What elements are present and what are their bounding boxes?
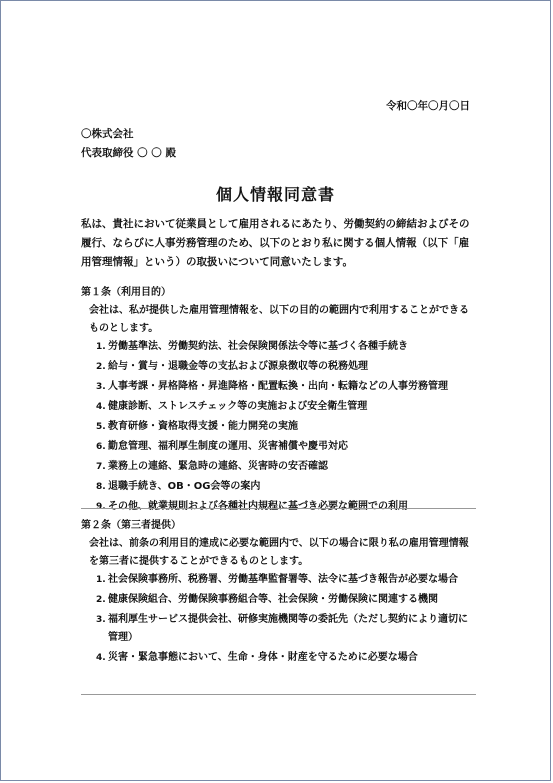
item-text: 健康診断、ストレスチェック等の実施および安全衛生管理 <box>108 401 368 412</box>
list-item <box>81 478 476 496</box>
item-text: その他、就業規則および各種社内規程に基づき必要な範囲での利用 <box>108 501 408 512</box>
item-number: 2. <box>96 362 106 372</box>
list-item <box>81 378 476 396</box>
item-number: 4. <box>96 402 106 412</box>
intro-paragraph: 私は、貴社において従業員として雇用されるにあたり、労働契約の締結およびその履行、ならびに人事労務管理のため、以下のとおり私に関する個人情報（以下「雇用管理情報」という）の取扱いについて同意いたします。 <box>81 218 470 268</box>
list-item <box>81 591 476 609</box>
addressee-representative: 代表取締役 〇 〇 殿 <box>81 147 176 159</box>
section-divider <box>81 508 476 509</box>
item-number: 1. <box>96 342 106 352</box>
article-2-body: 会社は、前条の利用目的達成に必要な範囲内で、以下の場合に限り私の雇用管理情報を第三者に提供することができるものとします。 <box>89 538 469 567</box>
item-text: 健康保険組合、労働保険事務組合等、社会保険・労働保険に関連する機関 <box>108 594 438 605</box>
list-item <box>81 338 476 356</box>
item-number: 7. <box>96 462 106 472</box>
list-item <box>81 458 476 476</box>
item-text: 給与・賞与・退職金等の支払および源泉徴収等の税務処理 <box>108 361 368 372</box>
item-number: 4. <box>96 653 106 663</box>
item-number: 5. <box>96 422 106 432</box>
section-divider <box>81 694 476 695</box>
item-text: 人事考課・昇格降格・昇進降格・配置転換・出向・転籍などの人事労務管理 <box>108 381 448 392</box>
article-1-heading: 第１条（利用目的） <box>81 287 171 298</box>
item-number: 6. <box>96 442 106 452</box>
item-number: 2. <box>96 595 106 605</box>
item-number: 8. <box>96 482 106 492</box>
item-text: 災害・緊急事態において、生命・身体・財産を守るために必要な場合 <box>108 652 418 663</box>
item-text: 教育研修・資格取得支援・能力開発の実施 <box>108 421 298 432</box>
item-number: 3. <box>96 615 106 625</box>
list-item <box>81 358 476 376</box>
addressee-block <box>81 125 176 163</box>
list-item <box>81 611 476 647</box>
list-item <box>81 418 476 436</box>
article-2 <box>81 517 476 669</box>
article-1-list <box>81 338 476 516</box>
document-date: 令和〇年〇月〇日 <box>386 100 470 112</box>
list-item <box>81 649 476 667</box>
article-1-body: 会社は、私が提供した雇用管理情報を、以下の目的の範囲内で利用することができるものとします。 <box>89 305 469 334</box>
item-number: 9. <box>96 502 106 512</box>
item-text: 退職手続き、OB・OG会等の案内 <box>108 481 261 492</box>
addressee-company: 〇株式会社 <box>81 128 134 140</box>
document-title: 個人情報同意書 <box>215 185 335 204</box>
item-text: 福利厚生サービス提供会社、研修実施機関等の委託先（ただし契約により適切に管理） <box>108 614 468 643</box>
list-item <box>81 498 476 516</box>
item-text: 労働基準法、労働契約法、社会保険関係法令等に基づく各種手続き <box>108 341 408 352</box>
item-text: 勤怠管理、福利厚生制度の運用、災害補償や慶弔対応 <box>108 441 348 452</box>
article-1 <box>81 284 476 518</box>
list-item <box>81 438 476 456</box>
item-text: 社会保険事務所、税務署、労働基準監督署等、法令に基づき報告が必要な場合 <box>108 574 458 585</box>
item-text: 業務上の連絡、緊急時の連絡、災害時の安否確認 <box>108 461 328 472</box>
item-number: 1. <box>96 575 106 585</box>
list-item <box>81 571 476 589</box>
article-2-list <box>81 571 476 667</box>
item-number: 3. <box>96 382 106 392</box>
article-2-heading: 第２条（第三者提供） <box>81 520 181 531</box>
list-item <box>81 398 476 416</box>
